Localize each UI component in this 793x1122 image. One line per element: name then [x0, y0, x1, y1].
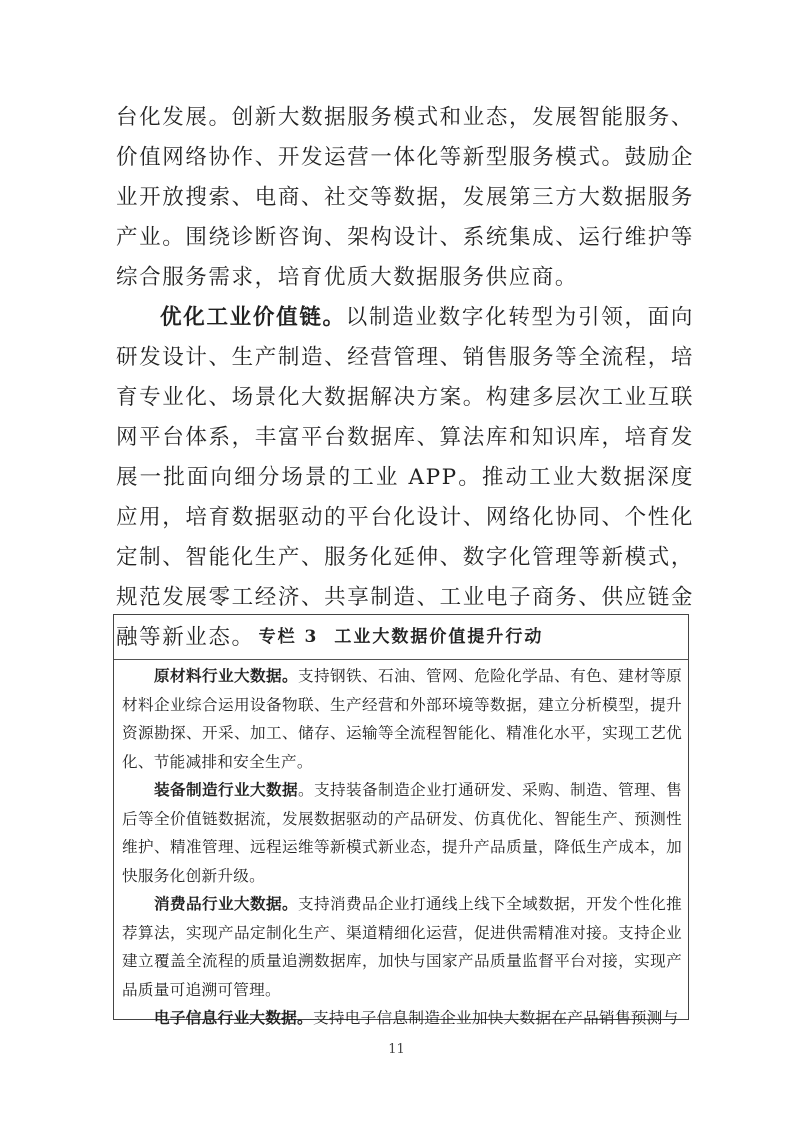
- box-item-text: 支持钢铁、石油、管网、危险化学品、有色、建材等原材料企业综合运用设备物联、生产经营和外部环境等数据，建立分析模型，提升资源勘探、开采、加工、储存、运输等全流程智能化、精准化水平，实现工艺优化、节能减排和安全生产。: [122, 667, 682, 771]
- box-title-text: 工业大数据价值提升行动: [334, 627, 544, 647]
- box-item-lead: 电子信息行业大数据。: [154, 1008, 313, 1027]
- paragraph-text: 台化发展。创新大数据服务模式和业态，发展智能服务、价值网络协作、开发运营一体化等新型服务模式。鼓励企业开放搜索、电商、社交等数据，发展第三方大数据服务产业。围绕诊断咨询、架构设计、系统集成、运行维护等综合服务需求，培育优质大数据服务供应商。: [116, 105, 694, 290]
- box-item-text: 支持电子信息制造企业加快大数据在产品销售预测与: [312, 1009, 679, 1027]
- paragraph-optimize-value-chain: [116, 298, 694, 658]
- box-item-equipment: [122, 776, 682, 890]
- paragraph-continuation: [116, 98, 694, 298]
- box-item-electronics: [122, 1004, 682, 1033]
- page-number: 11: [388, 1042, 405, 1057]
- paragraph-text: 以制造业数字化转型为引领，面向研发设计、生产制造、经营管理、销售服务等全流程，培育专业化、场景化大数据解决方案。构建多层次工业互联网平台体系，丰富平台数据库、算法库和知识库，培育发展一批面向细分场景的工业 APP。推动工业大数据深度应用，培育数据驱动的平台化设计、网络化协同、个性化定制、智能化生产、服务化延伸、数字化管理等新模式，规范发展零工经济、共享制造、工业电子商务、供应链金融等新业态。: [116, 305, 694, 650]
- box-item-lead: 消费品行业大数据。: [154, 894, 299, 913]
- box-title: [114, 615, 688, 660]
- box-title-label: 专栏 3: [258, 627, 319, 647]
- box-item-text: 。支持装备制造企业打通研发、采购、制造、管理、售后等全价值链数据流，发展数据驱动的产品研发、仿真优化、智能生产、预测性维护、精准管理、远程运维等新模式新业态，提升产品质量，降低生产成本，加快服务化创新升级。: [122, 781, 682, 885]
- box-body: [114, 660, 688, 1033]
- box-item-lead: 装备制造行业大数据: [154, 780, 299, 799]
- feature-box: [113, 614, 689, 1027]
- box-item-lead: 原材料行业大数据。: [154, 666, 299, 685]
- box-item-consumer-goods: [122, 890, 682, 1004]
- box-item-text: 支持消费品企业打通线上线下全域数据，开发个性化推荐算法，实现产品定制化生产、渠道精细化运营，促进供需精准对接。支持企业建立覆盖全流程的质量追溯数据库，加快与国家产品质量监督平台对接，实现产品质量可追溯可管理。: [122, 895, 682, 999]
- box-item-raw-materials: [122, 662, 682, 776]
- paragraph-lead: 优化工业价值链。: [160, 305, 346, 330]
- body-text: [116, 98, 694, 658]
